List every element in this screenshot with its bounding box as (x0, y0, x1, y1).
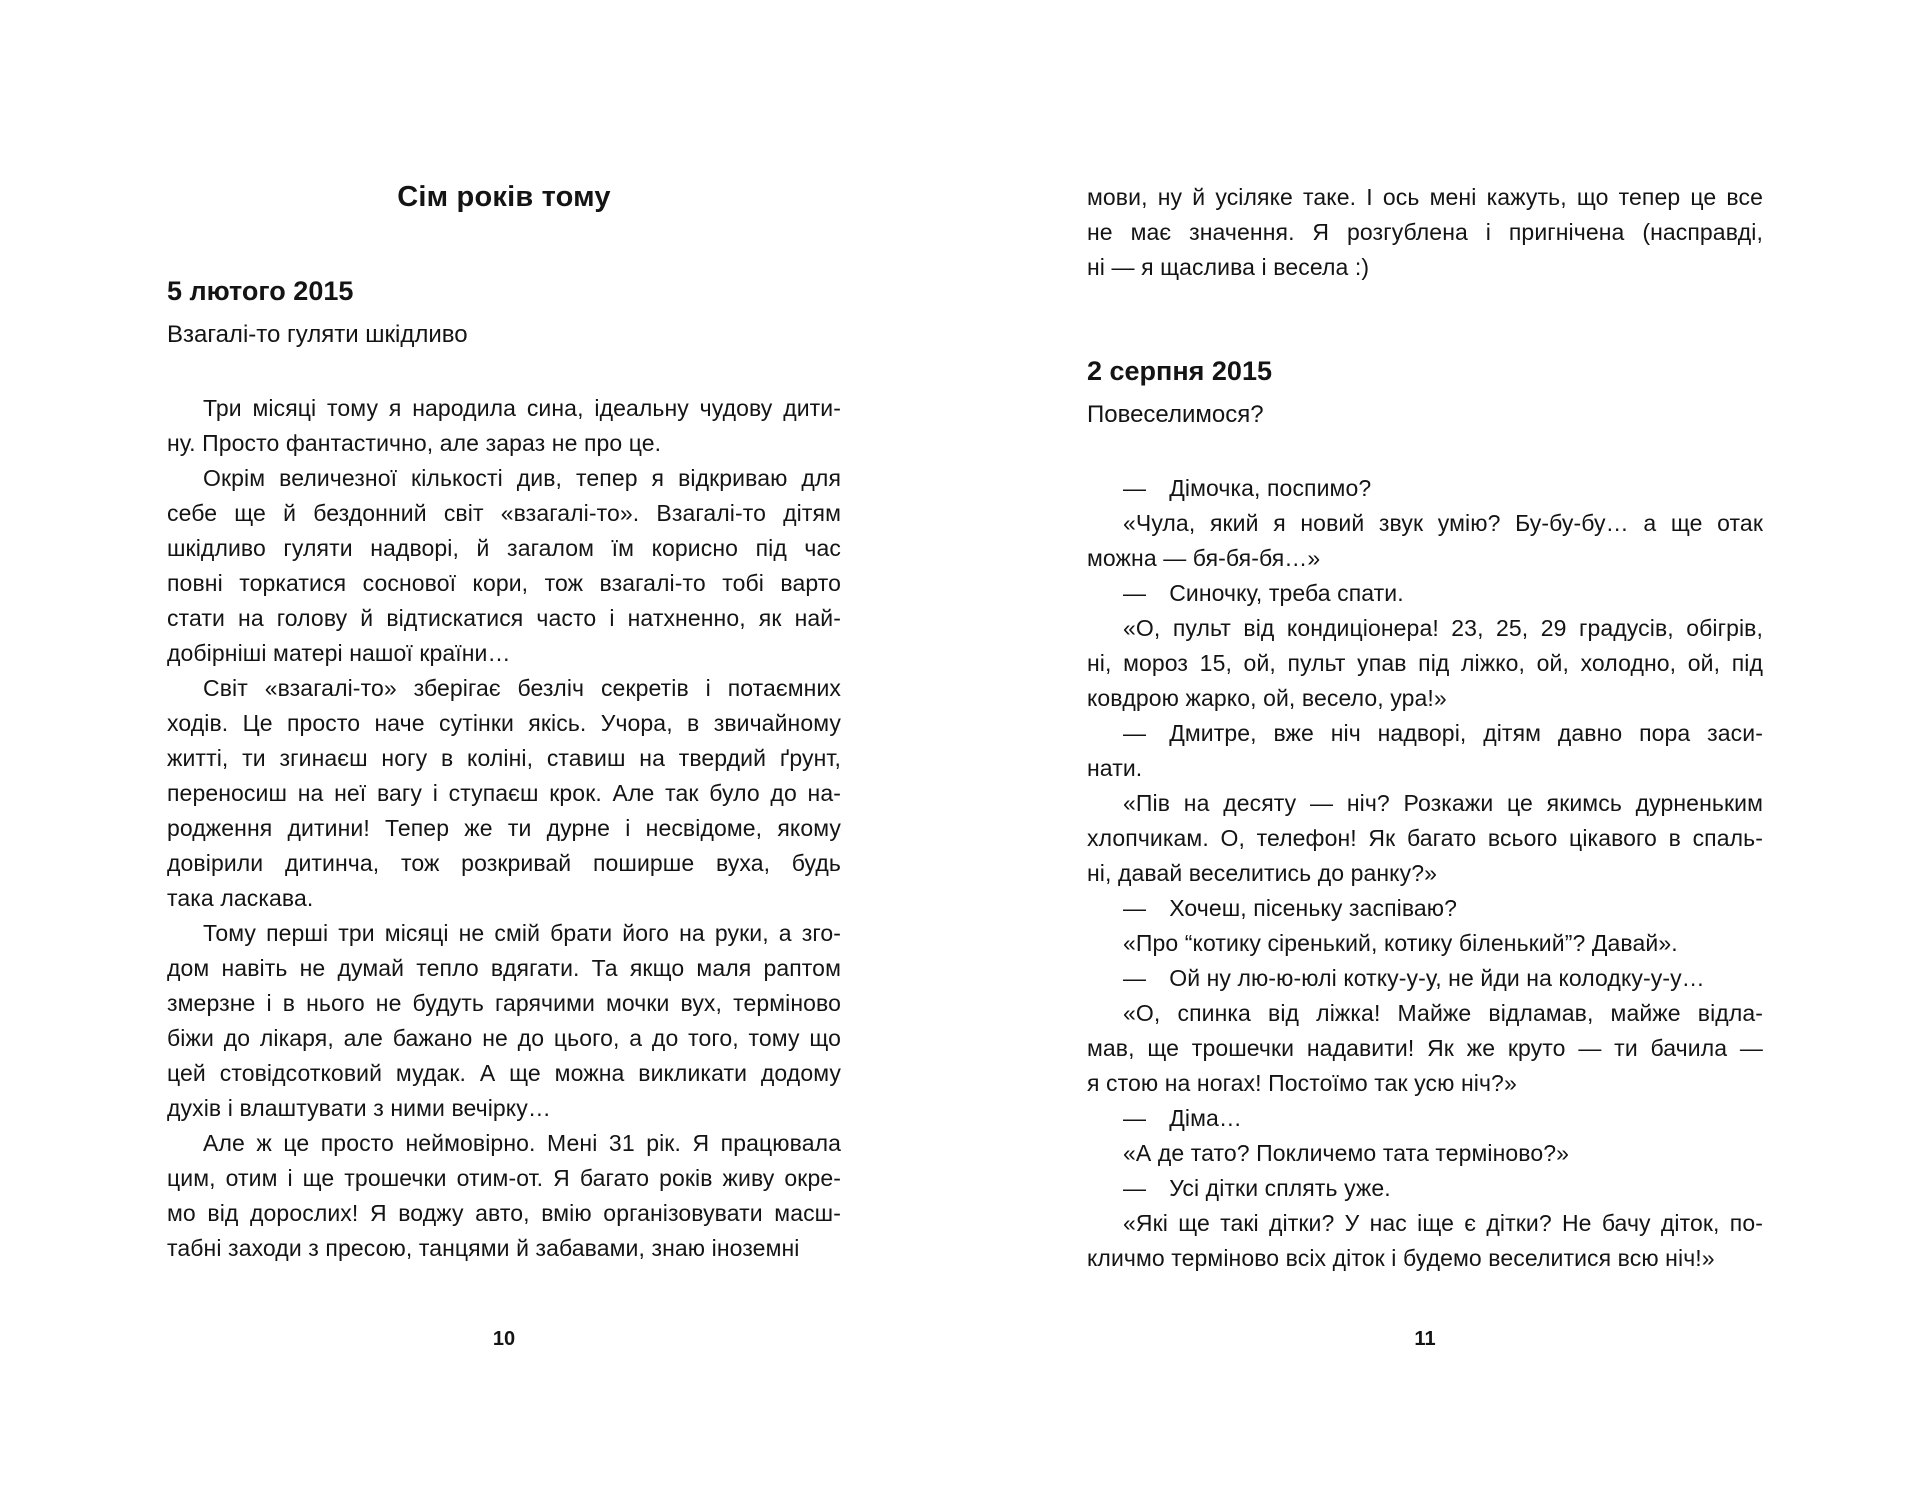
text-line: — Ой ну лю-ю-юлі котку-у-у, не йди на колодку-у-у… (1123, 965, 1705, 991)
text-line: кличмо терміново всіх діток і будемо веселитися всю ніч!» (1087, 1245, 1715, 1271)
text-line: — Хочеш, пісеньку заспіваю? (1123, 895, 1458, 921)
text-line: ні — я щаслива і весела :) (1087, 254, 1370, 280)
text-line: табні заходи з пресою, танцями й забавами, знаю іноземні (167, 1235, 800, 1261)
text-line: переносиш на неї вагу і ступаєш крок. Але так було до на- (167, 780, 841, 806)
text-line: ні, давай веселитись до ранку?» (1087, 860, 1437, 886)
text-line: Окрім величезної кількості див, тепер я відкриваю для (203, 465, 841, 491)
text-line: можна — бя-бя-бя…» (1087, 545, 1321, 571)
text-line: я стою на ногах! Постоїмо так усю ніч?» (1087, 1070, 1517, 1096)
text-line: ковдрою жарко, ой, весело, ура!» (1087, 685, 1447, 711)
text-line: хлопчикам. О, телефон! Як багато всього цікавого в спаль- (1087, 825, 1763, 851)
date-heading: 5 лютого 2015 (167, 276, 354, 306)
text-line: «О, спинка від ліжка! Майже відламав, майже відла- (1123, 1000, 1763, 1026)
text-line: добірніші матері нашої країни… (167, 640, 511, 666)
text-line: — Діма… (1123, 1105, 1242, 1131)
text-line: Світ «взагалі-то» зберігає безліч секретів і потаємних (203, 675, 841, 701)
text-line: Тому перші три місяці не смій брати його на руки, а зго- (203, 920, 841, 946)
page-right-text-column (1087, 180, 1763, 1276)
text-line: мо від дорослих! Я воджу авто, вмію організовувати масш- (167, 1200, 841, 1226)
text-line: така ласкава. (167, 885, 314, 911)
text-line: довірили дитинча, тож розкривай поширше вуха, будь (167, 850, 841, 876)
text-line: ну. Просто фантастично, але зараз не про це. (167, 430, 662, 456)
text-line: шкідливо гуляти надворі, й загалом їм корисно під час (167, 535, 841, 561)
text-line: цей стовідсотковий мудак. А ще можна викликати додому (167, 1060, 841, 1086)
text-line: «Чула, який я новий звук умію? Бу-бу-бу… а ще отак (1123, 510, 1763, 536)
text-line: «Які ще такі дітки? У нас іще є дітки? Не бачу діток, по- (1123, 1210, 1763, 1236)
text-line: родження дитини! Тепер же ти дурне і несвідоме, якому (167, 815, 841, 841)
text-line: біжи до лікаря, але бажано не до цього, а до того, тому що (167, 1025, 841, 1051)
chapter-title: Сім років тому (397, 181, 611, 213)
text-line: — Усі дітки сплять уже. (1123, 1175, 1391, 1201)
page-number-left: 10 (492, 1328, 516, 1350)
text-line: себе ще й бездонний світ «взагалі-то». Взагалі-то дітям (167, 500, 841, 526)
text-line: Три місяці тому я народила сина, ідеальну чудову дити- (203, 395, 841, 421)
text-line: ходів. Це просто наче сутінки якісь. Учора, в звичайному (167, 710, 841, 736)
text-line: цим, отим і ще трошечки отим-от. Я багато років живу окре- (167, 1165, 841, 1191)
text-line: стати на голову й відтискатися часто і натхненно, як най- (167, 605, 841, 631)
text-line: «О, пульт від кондиціонера! 23, 25, 29 градусів, обігрів, (1123, 615, 1763, 641)
page-left-text-column (167, 180, 841, 1266)
text-line: мови, ну й усіляке таке. І ось мені кажуть, що тепер це все (1087, 184, 1763, 210)
subtitle: Повеселимося? (1087, 401, 1264, 428)
text-line: — Синочку, треба спати. (1123, 580, 1404, 606)
text-line: змерзне і в нього не будуть гарячими мочки вух, терміново (167, 990, 841, 1016)
text-line: житті, ти згинаєш ногу в коліні, ставиш на твердий ґрунт, (167, 745, 841, 771)
text-line: духів і влаштувати з ними вечірку… (167, 1095, 551, 1121)
text-line: — Дмитре, вже ніч надворі, дітям давно пора заси- (1123, 720, 1763, 746)
text-line: нати. (1087, 755, 1143, 781)
text-line: «А де тато? Покличемо тата терміново?» (1123, 1140, 1570, 1166)
date-heading: 2 серпня 2015 (1087, 356, 1272, 386)
text-line: мав, ще трошечки надавити! Як же круто — ти бачила — (1087, 1035, 1763, 1061)
text-line: «Пів на десяту — ніч? Розкажи це якимсь дурненьким (1123, 790, 1763, 816)
text-line: ні, мороз 15, ой, пульт упав під ліжко, ой, холодно, ой, під (1087, 650, 1763, 676)
text-line: «Про “котику сіренький, котику біленький”? Давай». (1123, 930, 1678, 956)
text-line: не має значення. Я розгублена і пригнічена (насправді, (1087, 219, 1763, 245)
text-line: Але ж це просто неймовірно. Мені 31 рік. Я працювала (203, 1130, 841, 1156)
text-line: повні торкатися соснової кори, тож взагалі-то тобі варто (167, 570, 841, 596)
page-number-right: 11 (1414, 1328, 1436, 1350)
text-line: — Дімочка, поспимо? (1123, 475, 1372, 501)
text-line: дом навіть не думай тепло вдягати. Та якщо маля раптом (167, 955, 841, 981)
subtitle: Взагалі-то гуляти шкідливо (167, 321, 468, 348)
